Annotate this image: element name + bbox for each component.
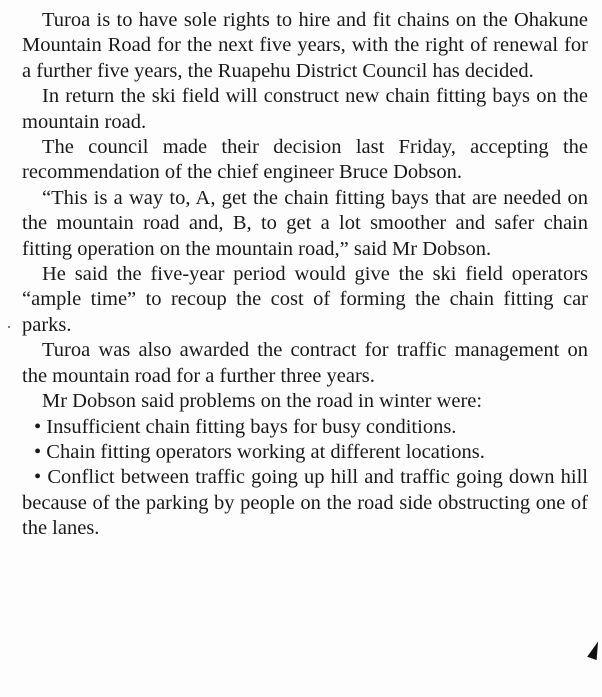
article-paragraph: Turoa is to have sole rights to hire and fit chains on the Ohakune Mountain Road for the next five years, with the right of renewal for a further five years, the Ruapehu District Council has decided. xyxy=(22,9,588,82)
article-column xyxy=(22,8,588,542)
bullet-item: • Insufficient chain fitting bays for busy conditions. xyxy=(34,415,457,438)
corner-mark xyxy=(587,640,602,660)
article-paragraph: In return the ski field will construct new chain fitting bays on the mountain road. xyxy=(22,85,588,133)
bullet-item: • Chain fitting operators working at different locations. xyxy=(34,440,485,463)
article-paragraph: Turoa was also awarded the contract for traffic management on the mountain road for a further three years. xyxy=(22,339,588,387)
article-paragraph: The council made their decision last Friday, accepting the recommendation of the chief engineer Bruce Dobson. xyxy=(22,136,588,184)
article-paragraph: “This is a way to, A, get the chain fitting bays that are needed on the mountain road and, B, to get a lot smoother and safer chain fitting operation on the mountain road,” said Mr Dobson. xyxy=(22,186,588,260)
bullet-item: • Conflict between traffic going up hill and traffic going down hill because of the parking by people on the road side obstructing one of the lanes. xyxy=(22,466,588,540)
article-paragraph: Mr Dobson said problems on the road in winter were: xyxy=(42,390,483,413)
article-paragraph: He said the five-year period would give the ski field operators “ample time” to recoup the cost of forming the chain fitting car parks. xyxy=(22,263,588,336)
print-speck xyxy=(8,326,10,328)
